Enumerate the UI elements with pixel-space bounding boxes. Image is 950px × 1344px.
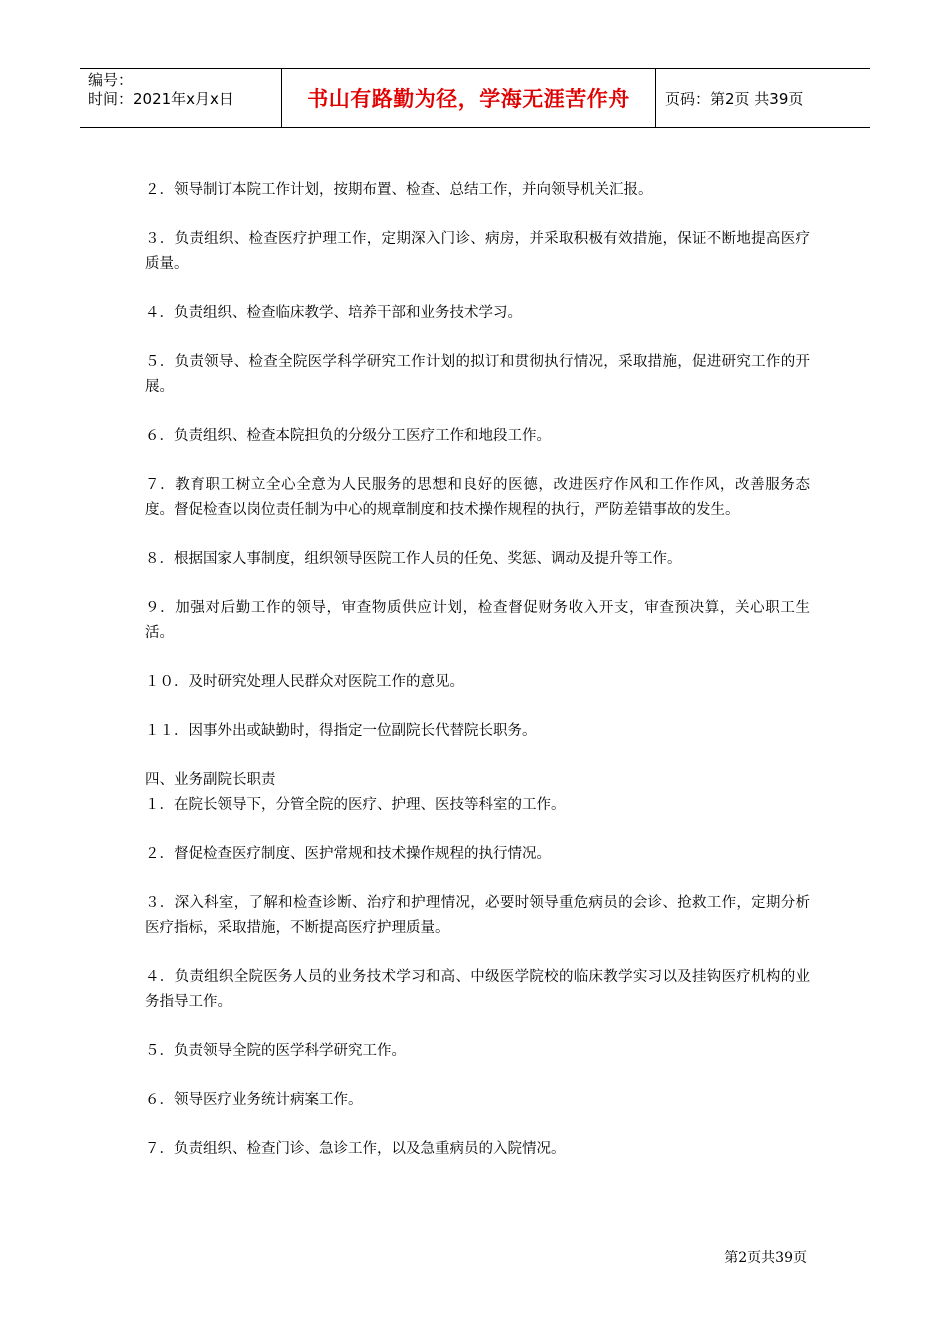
paragraph: １０．及时研究处理人民群众对医院工作的意见。: [145, 674, 464, 690]
paragraph: ８．根据国家人事制度，组织领导医院工作人员的任免、奖惩、调动及提升等工作。: [145, 551, 682, 567]
section-paragraph: ４．负责组织全院医务人员的业务技术学习和高、中级医学院校的临床教学实习以及挂钩医疗机构的业务指导工作。: [145, 969, 810, 1010]
section-paragraph: ３．深入科室，了解和检查诊断、治疗和护理情况，必要时领导重危病员的会诊、抢救工作，定期分析医疗指标，采取措施，不断提高医疗护理质量。: [145, 895, 810, 936]
page-footer: 第2页共39页: [724, 1250, 807, 1266]
document-number-label: 编号：: [88, 71, 134, 89]
paragraph: ６．负责组织、检查本院担负的分级分工医疗工作和地段工作。: [145, 428, 551, 444]
header-motto: 书山有路勤为径，学海无涯苦作舟: [282, 69, 656, 127]
header-meta: [80, 69, 282, 127]
paragraph: ２．领导制订本院工作计划，按期布置、检查、总结工作，并向领导机关汇报。: [145, 182, 653, 198]
section-paragraph: ７．负责组织、检查门诊、急诊工作，以及急重病员的入院情况。: [145, 1141, 566, 1157]
section-paragraph: ２．督促检查医疗制度、医护常规和技术操作规程的执行情况。: [145, 846, 551, 862]
paragraph: ３．负责组织、检查医疗护理工作，定期深入门诊、病房，并采取积极有效措施，保证不断地提高医疗质量。: [145, 231, 810, 272]
paragraph: ７．教育职工树立全心全意为人民服务的思想和良好的医德，改进医疗作风和工作作风，改善服务态度。督促检查以岗位责任制为中心的规章制度和技术操作规程的执行，严防差错事故的发生。: [145, 477, 810, 518]
header-page-number: 页码：第2页 共39页: [665, 89, 804, 108]
document-body: [145, 178, 810, 1186]
paragraph: ４．负责组织、检查临床教学、培养干部和业务技术学习。: [145, 305, 522, 321]
section-paragraph: ５．负责领导全院的医学科学研究工作。: [145, 1043, 406, 1059]
paragraph: １１．因事外出或缺勤时，得指定一位副院长代替院长职务。: [145, 723, 537, 739]
section-title: 四、业务副院长职责: [145, 772, 276, 788]
document-date: 时间：2021年x月x日: [88, 90, 234, 108]
page-header: [80, 68, 870, 128]
paragraph: ５．负责领导、检查全院医学科学研究工作计划的拟订和贯彻执行情况，采取措施，促进研究工作的开展。: [145, 354, 810, 395]
section-paragraph: ６．领导医疗业务统计病案工作。: [145, 1092, 363, 1108]
section-paragraph: １．在院长领导下，分管全院的医疗、护理、医技等科室的工作。: [145, 797, 566, 813]
paragraph: ９．加强对后勤工作的领导，审查物质供应计划，检查督促财务收入开支，审查预决算，关心职工生活。: [145, 600, 810, 641]
